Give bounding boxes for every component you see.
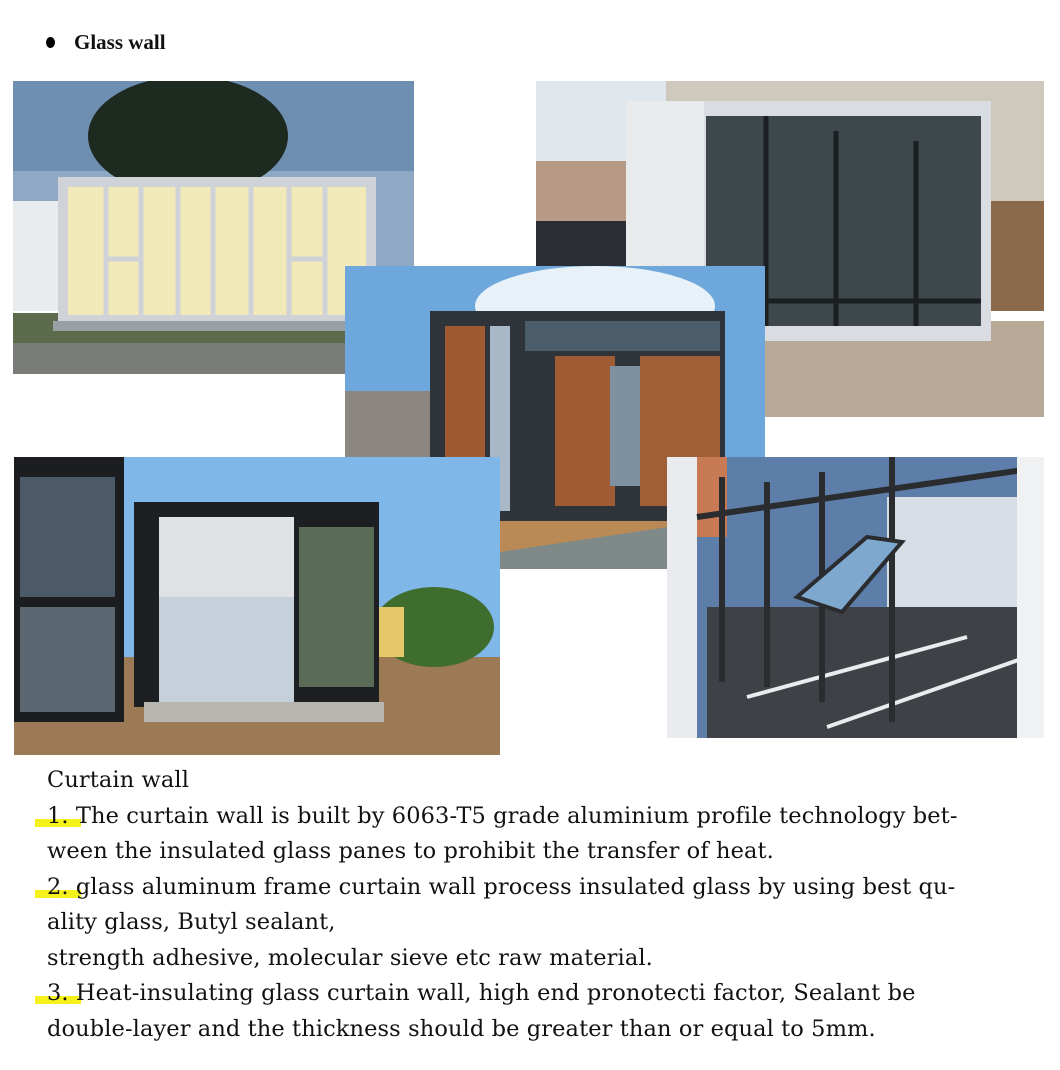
description-line bbox=[47, 870, 1007, 906]
line-text: ween the insulated glass panes to prohibit the transfer of heat. bbox=[47, 838, 774, 864]
line-text: The curtain wall is built by 6063-T5 grade aluminium profile technology bet- bbox=[68, 802, 958, 829]
line-text: double-layer and the thickness should be greater than or equal to 5mm. bbox=[47, 1015, 876, 1042]
photo-black-frame-glass-office bbox=[14, 457, 500, 755]
item-number: 2. bbox=[47, 873, 69, 900]
description-line bbox=[47, 905, 1007, 941]
curtain-wall-description bbox=[47, 763, 1007, 1047]
description-line bbox=[47, 976, 1007, 1012]
description-line bbox=[47, 834, 1007, 870]
item-number: 1. bbox=[47, 802, 69, 829]
line-text: glass aluminum frame curtain wall process insulated glass by using best qu- bbox=[68, 873, 956, 900]
description-line bbox=[47, 941, 1007, 977]
line-text: ality glass, Butyl sealant, bbox=[47, 909, 336, 935]
section-title: Glass wall bbox=[74, 30, 166, 54]
line-text: strength adhesive, molecular sieve etc raw material. bbox=[47, 944, 653, 971]
description-line bbox=[47, 1012, 1007, 1048]
photo-aluminium-curtain-wall bbox=[667, 457, 1044, 738]
description-line bbox=[47, 799, 1007, 835]
section-heading bbox=[46, 30, 166, 55]
line-text: Heat-insulating glass curtain wall, high end pronotecti factor, Sealant be bbox=[68, 980, 916, 1006]
item-number: 3. bbox=[47, 980, 69, 1006]
bullet-icon bbox=[46, 37, 55, 48]
description-heading: Curtain wall bbox=[47, 767, 190, 793]
